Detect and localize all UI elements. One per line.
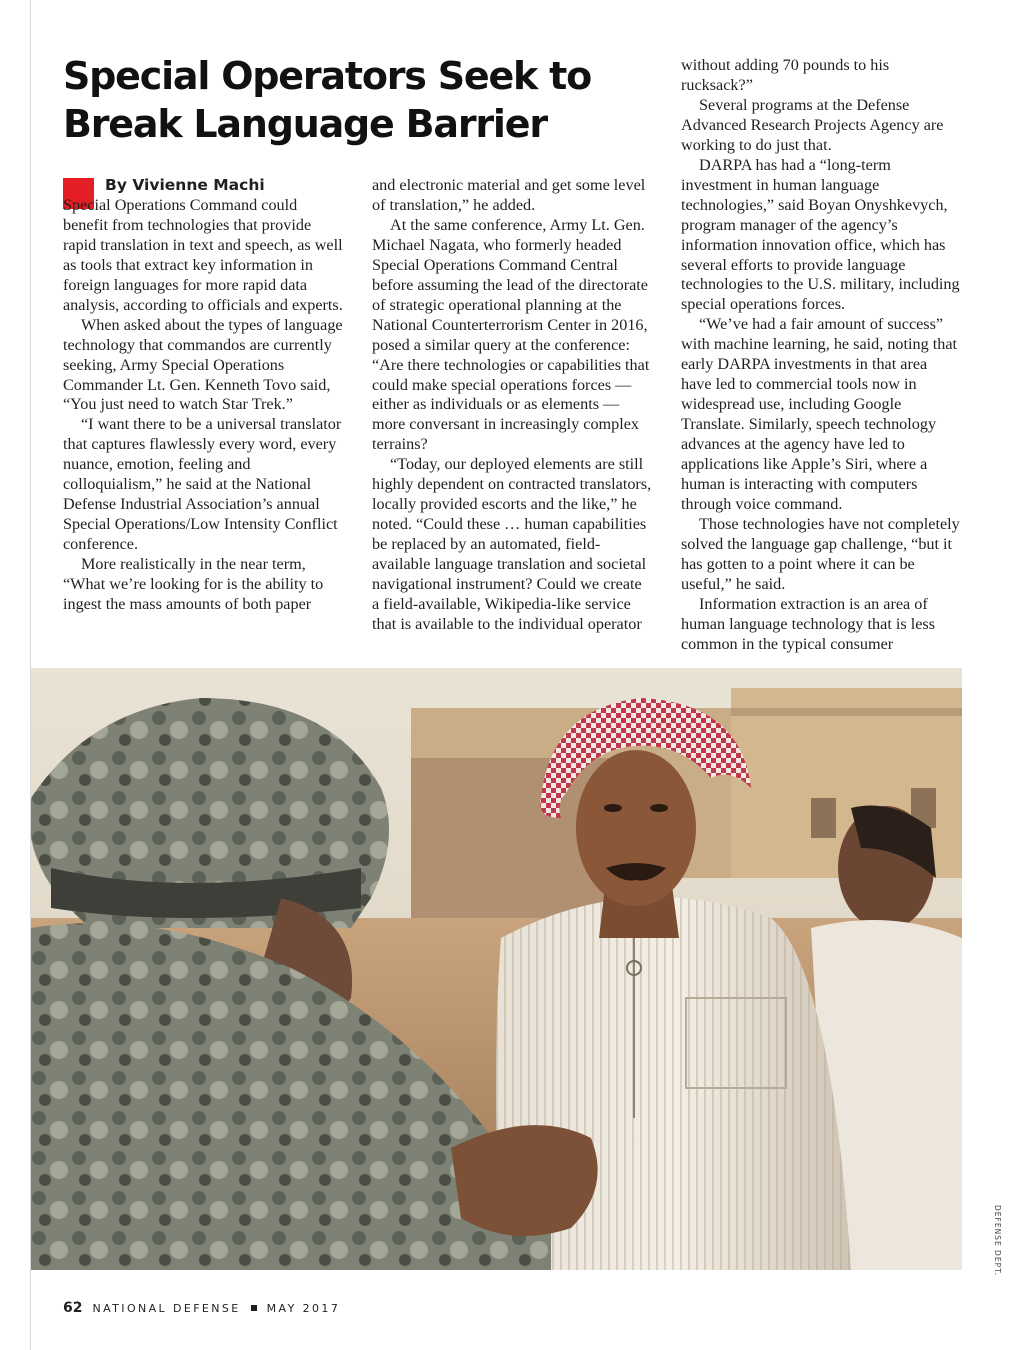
- photo-illustration: [31, 668, 962, 1270]
- paragraph: “I want there to be a universal translator that captures flawlessly every word, every nuance, emotion, feeling and colloquialism,” he said at the National Defense Industrial Association’s annual Special Operations/Low Intensity Conflict conference.: [63, 415, 342, 554]
- paragraph: Several programs at the Defense Advanced Research Projects Agency are working to do just that.: [681, 95, 944, 154]
- article-photo: [31, 668, 962, 1270]
- paragraph: At the same conference, Army Lt. Gen. Michael Nagata, who formerly headed Special Operations Command Central before assuming the lead of the directorate of strategic operational planning at the National Counterterrorism Center in 2016, posed a similar query at the conference: “Are there technologies or capabilities that could make special operations forces — either as individuals or as elements — more conversant in increasingly complex terrains?: [372, 215, 650, 454]
- paragraph: Those technologies have not completely solved the language gap challenge, “but it has gotten to a point where it can be useful,” he said.: [681, 514, 960, 593]
- paragraph: Information extraction is an area of human language technology that is less common in the typical consumer: [681, 594, 935, 653]
- page-footer: [63, 1300, 340, 1320]
- paragraph: “We’ve had a fair amount of success” with machine learning, he said, noting that early DARPA investments in that area have led to commercial tools now in widespread use, including Google Translate. Similarly, speech technology advances at the agency have led to applications like Apple’s Siri, where a human is interacting with computers through voice command.: [681, 315, 958, 513]
- article-column-1: [63, 176, 343, 615]
- article-column-3: [681, 56, 961, 655]
- paragraph: DARPA has had a “long-term investment in human language technologies,” said Boyan Onyshkevych, program manager of the agency’s information innovation office, which has several efforts to provide language technologies to the U.S. military, including special operations forces.: [681, 155, 960, 314]
- article-column-2: [372, 176, 652, 635]
- photo-credit: DEFENSE DEPT.: [993, 1205, 1002, 1277]
- page-number: 62: [63, 1300, 83, 1316]
- footer-separator-icon: [251, 1305, 257, 1311]
- paragraph: Special Operations Command could benefit from technologies that provide rapid translation in text and speech, as well as tools that extract key information in foreign languages for more rapid data analysis, according to officials and experts.: [63, 195, 343, 314]
- article-headline: Special Operators Seek to Break Language Barrier: [63, 54, 591, 146]
- paragraph: without adding 70 pounds to his rucksack?”: [681, 56, 890, 94]
- publication-name: NATIONAL DEFENSE: [92, 1302, 241, 1315]
- paragraph: When asked about the types of language technology that commandos are currently seeking, Army Special Operations Commander Lt. Gen. Kenneth Tovo said, “You just need to watch Star Trek.”: [63, 315, 343, 414]
- paragraph: “Today, our deployed elements are still highly dependent on contracted translators, locally provided escorts and the like,” he noted. “Could these … human capabilities be replaced by an automated, field-available language translation and societal navigational instrument? Could we create a field-available, Wikipedia-like service that is available to the individual operator: [372, 455, 652, 633]
- paragraph: More realistically in the near term, “What we’re looking for is the ability to ingest the mass amounts of both paper: [63, 555, 324, 614]
- byline: By Vivienne Machi: [105, 176, 265, 194]
- paragraph: and electronic material and get some level of translation,” he added.: [372, 176, 646, 214]
- issue-date: MAY 2017: [266, 1302, 341, 1315]
